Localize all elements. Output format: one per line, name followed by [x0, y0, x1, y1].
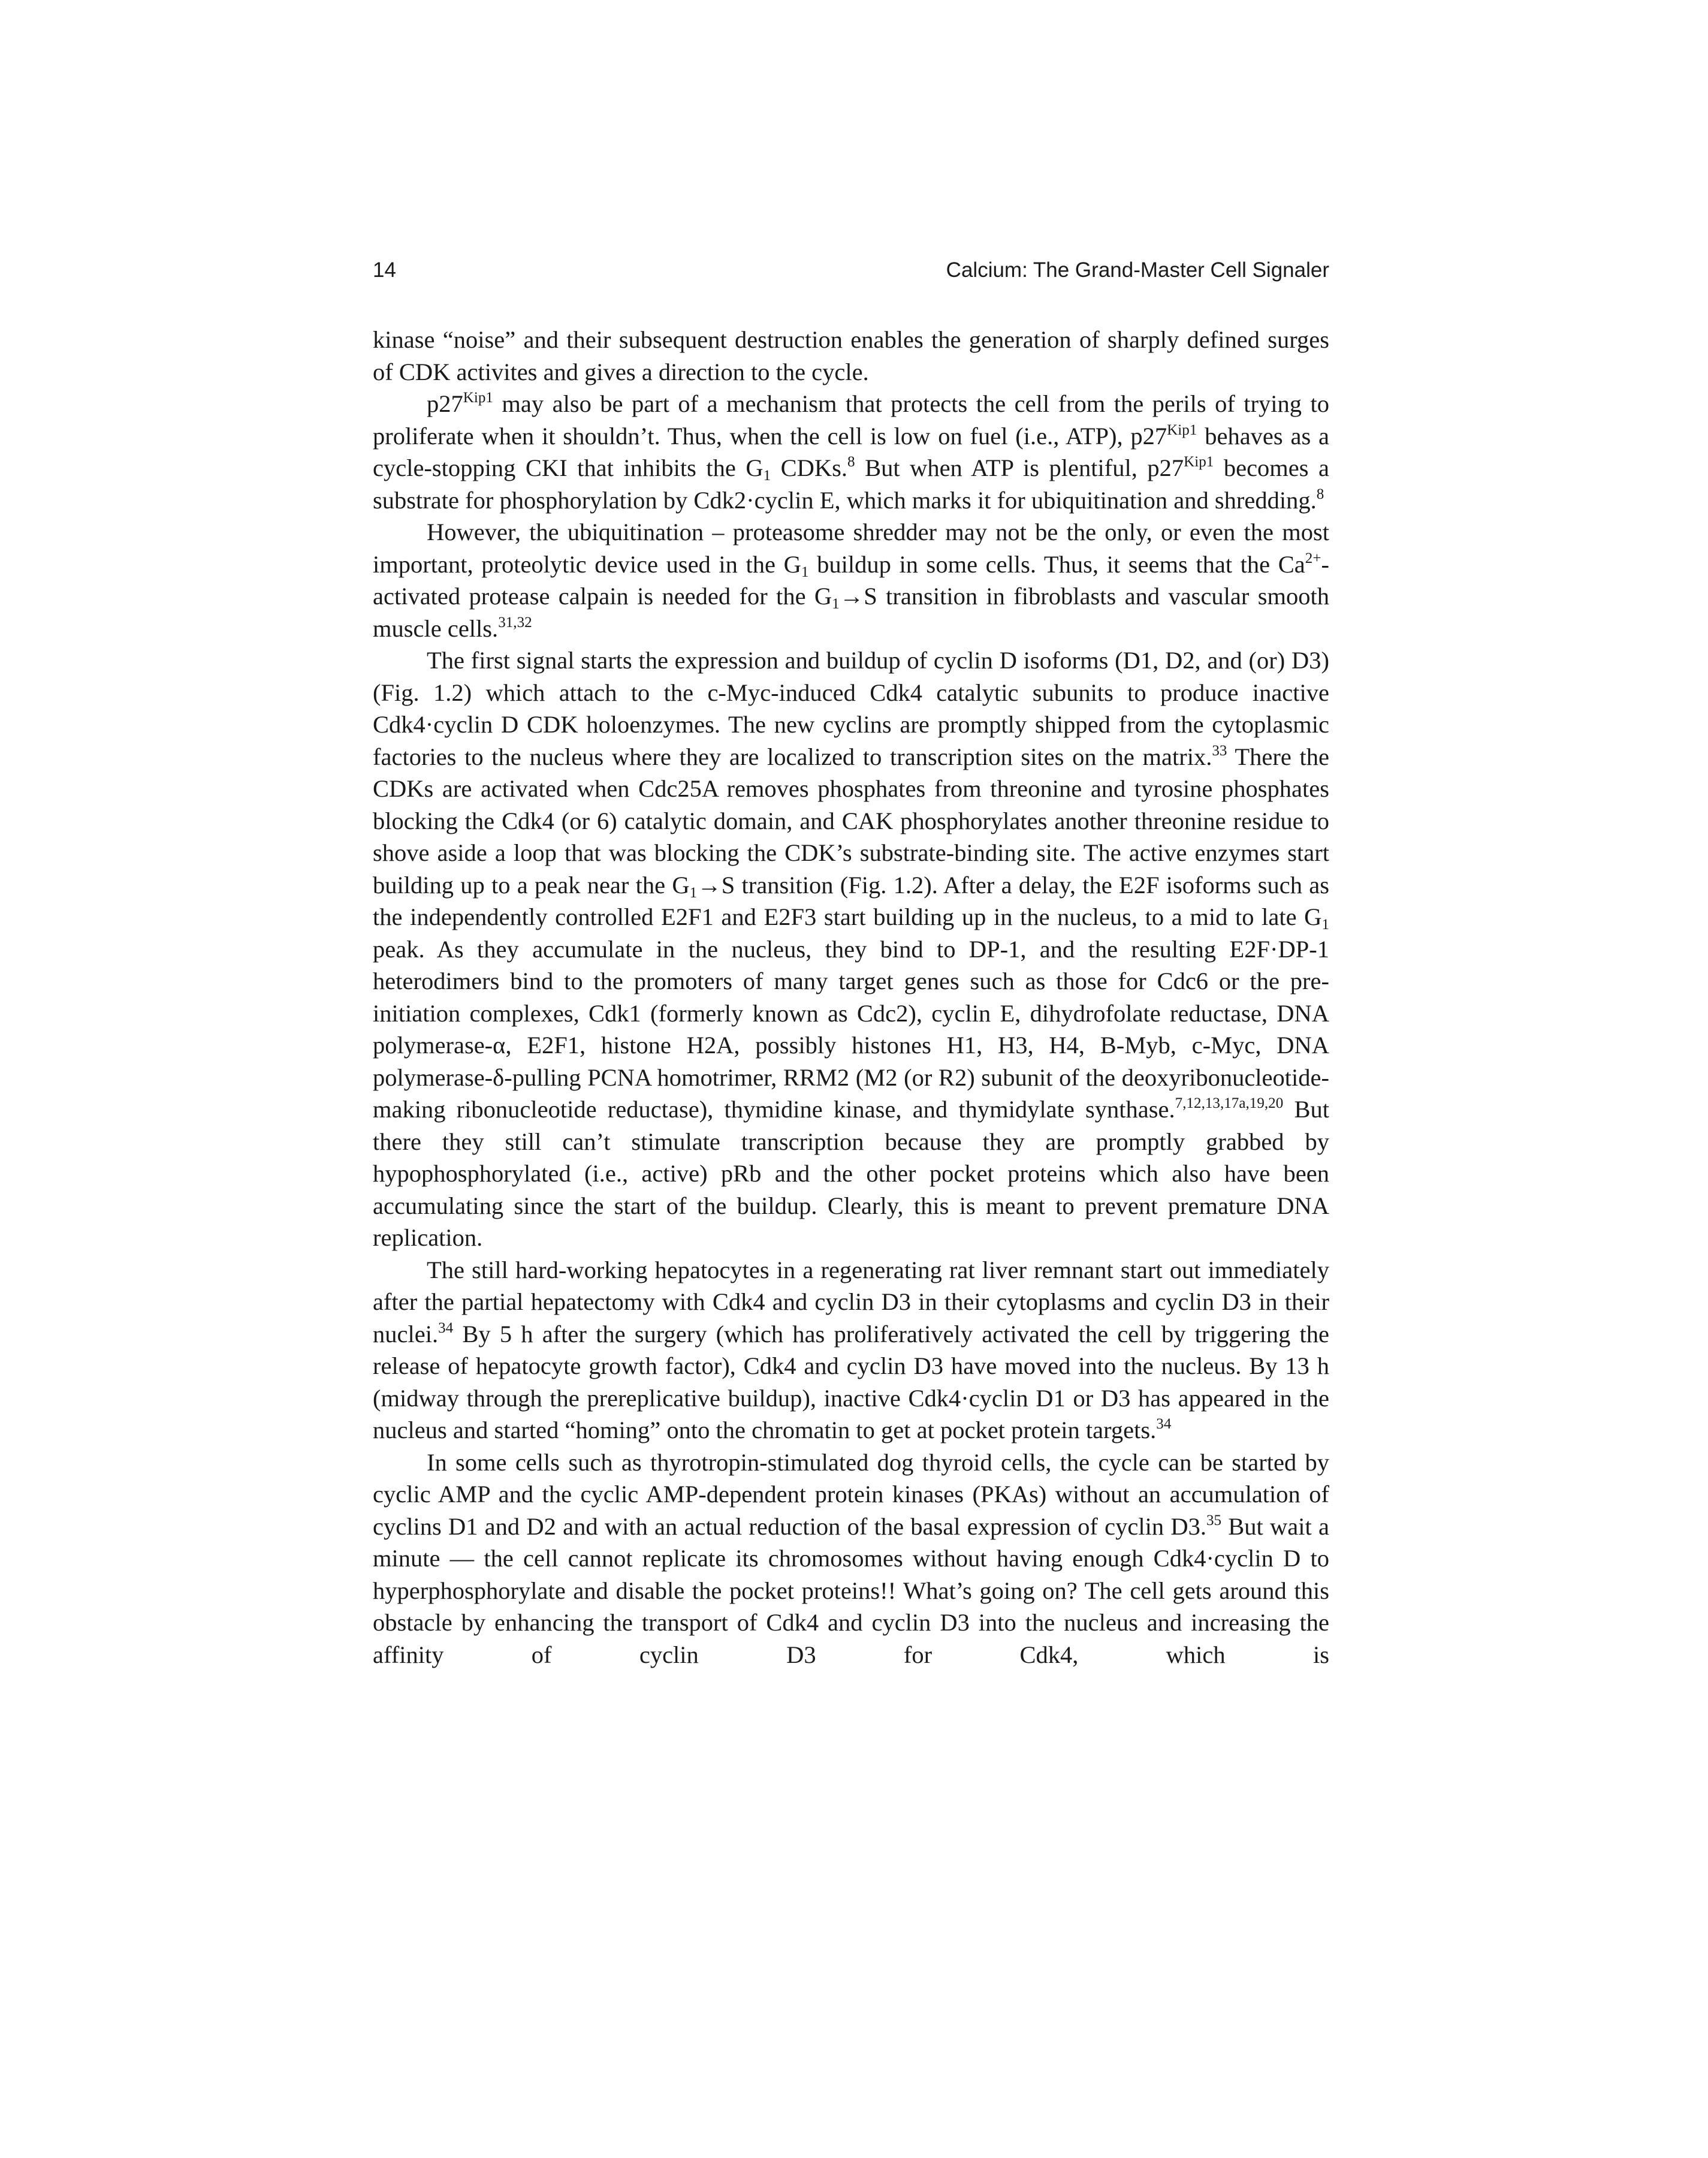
text-run: But there they still can’t stimulate transcription because they are promptly grabbed by hypophosphorylated (i.e., active) pRb and the other pocket proteins which also have been accumulating since the start of the buildup. Clearly, this is meant to prevent premature DNA replication. [373, 1096, 1329, 1251]
superscript: 31,32 [498, 614, 532, 631]
superscript: 35 [1206, 1512, 1222, 1529]
superscript: Kip1 [1184, 454, 1214, 471]
text-run: There the CDKs are activated when Cdc25A removes phosphates from threonine and tyrosine phosphates blocking the Cdk4 (or 6) catalytic domain, and CAK phosphorylates another threonine residue to shove aside a loop that was blocking the CDK’s substrate-binding site. The active enzymes start building up to a peak near the G [373, 743, 1329, 899]
body-text [373, 324, 1329, 1671]
subscript: 1 [689, 884, 698, 901]
paragraph-3 [373, 516, 1329, 644]
paragraph-6 [373, 1446, 1329, 1671]
text-run: The still hard-working hepatocytes in a regenerating rat liver remnant start out immediately after the partial hepatectomy with Cdk4 and cyclin D3 in their cytoplasms and cyclin D3 in their nuclei. [373, 1256, 1329, 1348]
superscript: 8 [1316, 486, 1324, 502]
superscript: 7,12,13,17a,19,20 [1175, 1095, 1284, 1112]
superscript: 33 [1212, 742, 1227, 759]
text-run: CDKs. [771, 454, 848, 481]
superscript: 34 [438, 1319, 454, 1336]
text-run: But when ATP is plentiful, p27 [855, 454, 1184, 481]
text-run: →S transition (Fig. 1.2). After a delay, the E2F isoforms such as the independently controlled E2F1 and E2F3 start building up in the nucleus, to a mid to late G [373, 871, 1329, 930]
running-header [373, 258, 1329, 283]
text-run: The first signal starts the expression and buildup of cyclin D isoforms (D1, D2, and (or) D3) (Fig. 1.2) which attach to the c-Myc-induced Cdk4 catalytic subunits to produce inactive Cdk4·cyclin D CDK holoenzymes. The new cyclins are promptly shipped from the cytoplasmic factories to the nucleus where they are localized to transcription sites on the matrix. [373, 647, 1329, 770]
subscript: 1 [763, 468, 771, 484]
text-run: becomes a substrate for phosphorylation by Cdk2·cyclin E, which marks it for ubiquitination and shredding. [373, 454, 1330, 514]
text-run: buildup in some cells. Thus, it seems that the Ca [808, 550, 1305, 578]
book-page [373, 258, 1329, 1671]
paragraph-5 [373, 1254, 1329, 1446]
paragraph-4 [373, 644, 1329, 1254]
text-run: -activated protease calpain is needed for the G [373, 550, 1329, 610]
superscript: Kip1 [463, 390, 493, 406]
text-run: By 5 h after the surgery (which has proliferatively activated the cell by triggering the release of hepatocyte growth factor), Cdk4 and cyclin D3 have moved into the nucleus. By 13 h (midway through the prereplicative buildup), inactive Cdk4·cyclin D1 or D3 has appeared in the nucleus and started “homing” onto the chromatin to get at pocket protein targets. [373, 1320, 1329, 1443]
subscript: 1 [1321, 917, 1329, 933]
superscript: 8 [847, 454, 855, 471]
paragraph-2 [373, 388, 1329, 516]
text-run: →S transition in fibroblasts and vascular smooth muscle cells. [373, 583, 1330, 642]
running-title: Calcium: The Grand-Master Cell Signaler [946, 258, 1329, 282]
text-run: peak. As they accumulate in the nucleus, they bind to DP-1, and the resulting E2F·DP-1 heterodimers bind to the promoters of many target genes such as those for Cdc6 or the pre-initiation complexes, Cdk1 (formerly known as Cdc2), cyclin E, dihydrofolate reductase, DNA polymerase-α, E2F1, histone H2A, possibly histones H1, H3, H4, B-Myb, c-Myc, DNA polymerase-δ-pulling PCNA homotrimer, RRM2 (M2 (or R2) subunit of the deoxyribonucleotide-making ribonucleotide reductase), thymidine kinase, and thymidylate synthase. [373, 935, 1329, 1123]
subscript: 1 [832, 596, 840, 613]
text-run: But wait a minute — the cell cannot replicate its chromosomes without having enough Cdk4·cyclin D to hyperphosphorylate and disable the pocket proteins!! What’s going on? The cell gets around this obstacle by enhancing the transport of Cdk4 and cyclin D3 into the nucleus and increasing the affinity of cyclin D3 for Cdk4, which is [373, 1512, 1329, 1668]
page-number: 14 [373, 258, 396, 282]
text-run: may also be part of a mechanism that protects the cell from the perils of trying to proliferate when it shouldn’t. Thus, when the cell is low on fuel (i.e., ATP), p27 [373, 390, 1329, 450]
superscript: 2+ [1305, 550, 1321, 566]
paragraph-1 [373, 324, 1329, 388]
text-run: In some cells such as thyrotropin-stimulated dog thyroid cells, the cycle can be started by cyclic AMP and the cyclic AMP-dependent protein kinases (PKAs) without an accumulation of cyclins D1 and D2 and with an actual reduction of the basal expression of cyclin D3. [373, 1448, 1329, 1540]
text-run: p27 [427, 390, 463, 417]
text-run: However, the ubiquitination – proteasome shredder may not be the only, or even the most important, proteolytic device used in the G [373, 519, 1329, 578]
superscript: Kip1 [1167, 421, 1197, 438]
subscript: 1 [801, 563, 809, 580]
superscript: 34 [1156, 1416, 1172, 1433]
text-run: behaves as a cycle-stopping CKI that inhibits the G [373, 422, 1329, 481]
text-run: kinase “noise” and their subsequent destruction enables the generation of sharply defined surges of CDK activites and gives a direction to the cycle. [373, 326, 1329, 385]
